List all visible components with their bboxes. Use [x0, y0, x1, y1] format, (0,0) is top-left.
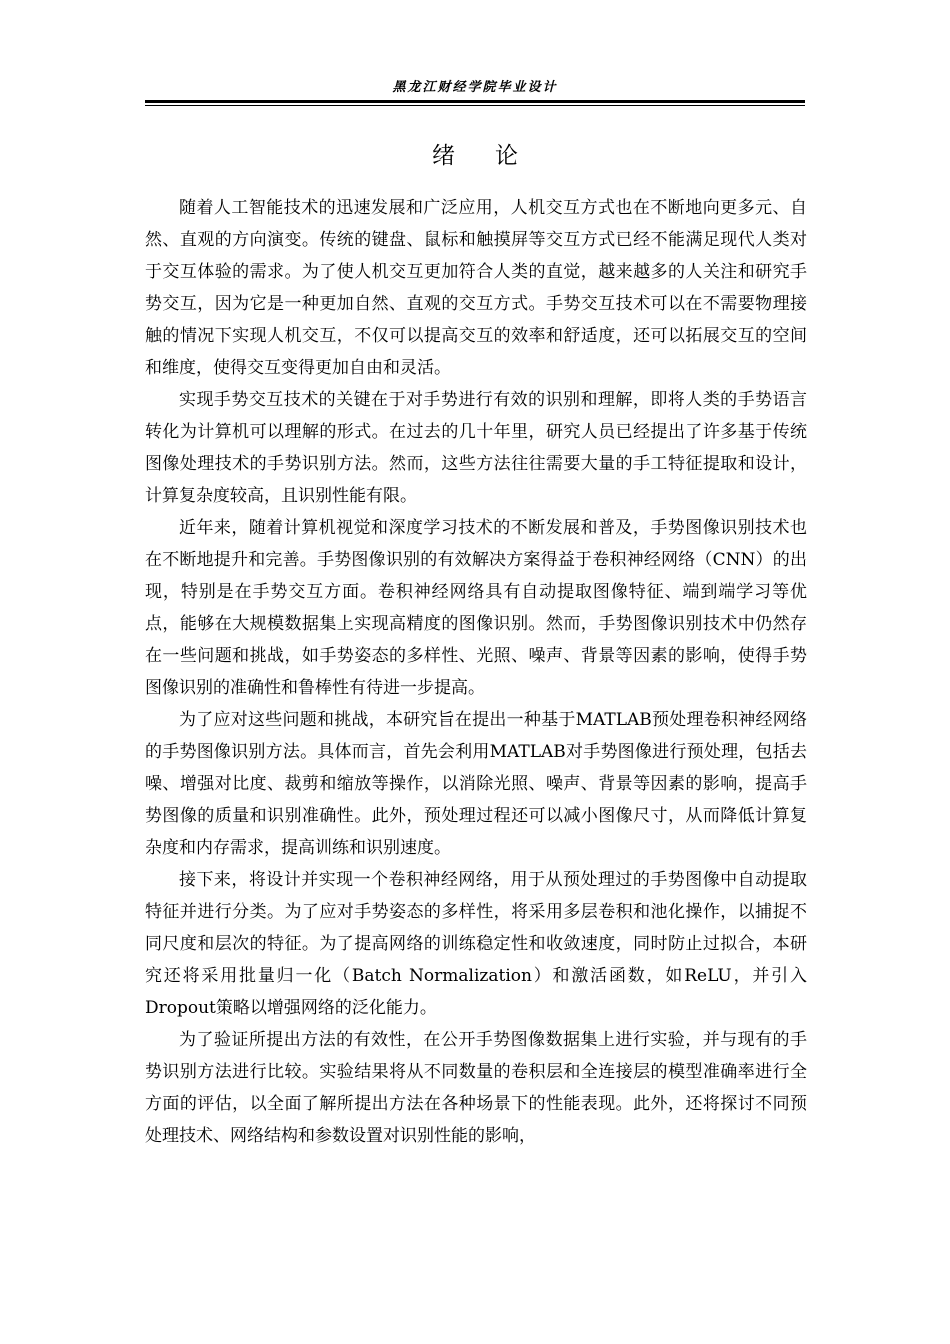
paragraph: 接下来，将设计并实现一个卷积神经网络，用于从预处理过的手势图像中自动提取特征并进行分类。为了应对手势姿态的多样性，将采用多层卷积和池化操作，以捕捉不同尺度和层次的特征。为了提高网络的训练稳定性和收敛速度，同时防止过拟合，本研究还将采用批量归一化（Batch Normalization）和激活函数，如ReLU，并引入Dropout策略以增强网络的泛化能力。 — [145, 870, 807, 1018]
running-header: 黑龙江财经学院毕业设计 — [392, 80, 558, 95]
section-title-left: 绪 — [432, 143, 455, 169]
section-title — [145, 138, 805, 174]
paragraph: 为了验证所提出方法的有效性，在公开手势图像数据集上进行实验，并与现有的手势识别方法进行比较。实验结果将从不同数量的卷积层和全连接层的模型准确率进行全方面的评估，以全面了解所提出方法在各种场景下的性能表现。此外，还将探讨不同预处理技术、网络结构和参数设置对识别性能的影响， — [145, 1030, 807, 1146]
paragraph: 近年来，随着计算机视觉和深度学习技术的不断发展和普及，手势图像识别技术也在不断地提升和完善。手势图像识别的有效解决方案得益于卷积神经网络（CNN）的出现，特别是在手势交互方面。卷积神经网络具有自动提取图像特征、端到端学习等优点，能够在大规模数据集上实现高精度的图像识别。然而，手势图像识别技术中仍然存在一些问题和挑战，如手势姿态的多样性、光照、噪声、背景等因素的影响，使得手势图像识别的准确性和鲁棒性有待进一步提高。 — [145, 518, 807, 698]
header-rule-thin — [145, 105, 805, 106]
body-text — [145, 192, 807, 1152]
header-rule-thick — [145, 100, 805, 103]
paragraph: 实现手势交互技术的关键在于对手势进行有效的识别和理解，即将人类的手势语言转化为计算机可以理解的形式。在过去的几十年里，研究人员已经提出了许多基于传统图像处理技术的手势识别方法。然而，这些方法往往需要大量的手工特征提取和设计，计算复杂度较高，且识别性能有限。 — [145, 390, 807, 506]
paragraph: 随着人工智能技术的迅速发展和广泛应用，人机交互方式也在不断地向更多元、自然、直观的方向演变。传统的键盘、鼠标和触摸屏等交互方式已经不能满足现代人类对于交互体验的需求。为了使人机交互更加符合人类的直觉，越来越多的人关注和研究手势交互，因为它是一种更加自然、直观的交互方式。手势交互技术可以在不需要物理接触的情况下实现人机交互，不仅可以提高交互的效率和舒适度，还可以拓展交互的空间和维度，使得交互变得更加自由和灵活。 — [145, 198, 807, 378]
paragraph: 为了应对这些问题和挑战，本研究旨在提出一种基于MATLAB预处理卷积神经网络的手势图像识别方法。具体而言，首先会利用MATLAB对手势图像进行预处理，包括去噪、增强对比度、裁剪和缩放等操作，以消除光照、噪声、背景等因素的影响，提高手势图像的质量和识别准确性。此外，预处理过程还可以减小图像尺寸，从而降低计算复杂度和内存需求，提高训练和识别速度。 — [145, 710, 807, 858]
section-title-right: 论 — [495, 143, 518, 169]
